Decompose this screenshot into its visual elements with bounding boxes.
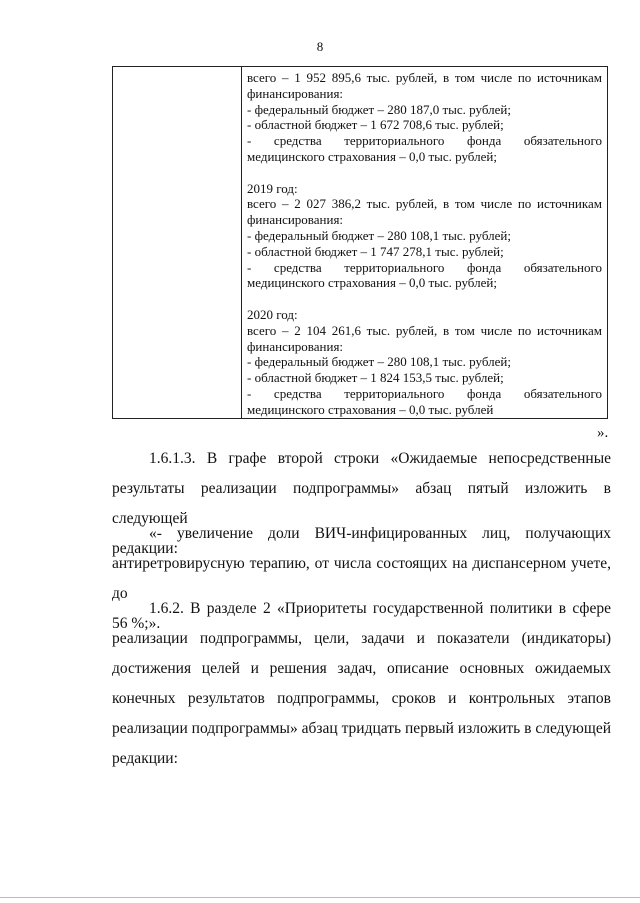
fund-2019-line-end: медицинского страхования – 0,0 тыс. рублей;	[247, 275, 497, 291]
paragraph-line: реализации подпрограммы, цели, задачи и показатели (индикаторы)	[112, 630, 611, 647]
table-cell-financing	[242, 67, 608, 419]
year-2020-heading: 2020 год:	[247, 306, 298, 322]
page-number: 8	[316, 39, 324, 54]
paragraph-162	[112, 594, 611, 774]
federal-2020-line: - федеральный бюджет – 280 108,1 тыс. рублей;	[247, 354, 511, 370]
paragraph-line: 1.6.2. В разделе 2 «Приоритеты государственной политики в сфере	[149, 600, 611, 617]
text-line: финансирования:	[247, 85, 344, 101]
year-2019-heading: 2019 год:	[247, 180, 298, 196]
paragraph-line: редакции:	[112, 540, 178, 557]
table-cell-left	[113, 67, 242, 419]
table-row	[113, 67, 608, 419]
fund-2019-line: - средства территориального фонда обязательного	[247, 259, 602, 275]
fund-2020-line: - средства территориального фонда обязательного	[247, 385, 602, 401]
paragraph-line: антиретровирусную терапию, от числа состоящих на диспансерном учете, до	[112, 555, 611, 602]
regional-2020-line: - областной бюджет – 1 824 153,5 тыс. рублей;	[247, 370, 504, 386]
federal-2019-line: - федеральный бюджет – 280 108,1 тыс. рублей;	[247, 227, 511, 243]
paragraph-line: 1.6.1.3. В графе второй строки «Ожидаемые непосредственные	[149, 450, 611, 467]
paragraph-line: 56 %;».	[112, 615, 161, 632]
fund-2020-line-end: медицинского страхования – 0,0 тыс. рублей	[247, 401, 494, 417]
regional-2019-line: - областной бюджет – 1 747 278,1 тыс. рублей;	[247, 243, 504, 259]
total-2018-line: всего – 1 952 895,6 тыс. рублей, в том числе по источникам	[247, 70, 602, 85]
fund-2018-line: - средства территориального фонда обязательного	[247, 133, 602, 149]
regional-2018-line: - областной бюджет – 1 672 708,6 тыс. рублей;	[247, 117, 504, 133]
paragraph-line: реализации подпрограммы» абзац тридцать первый изложить в следующей	[112, 720, 611, 737]
fund-2018-line-end: медицинского страхования – 0,0 тыс. рублей;	[247, 148, 497, 164]
federal-2018-line: - федеральный бюджет – 280 187,0 тыс. рублей;	[247, 101, 511, 117]
paragraph-line: результаты реализации подпрограммы» абзац пятый изложить в следующей	[112, 480, 611, 527]
text-line: финансирования:	[247, 338, 344, 354]
total-2019-line: всего – 2 027 386,2 тыс. рублей, в том числе по источникам	[247, 196, 602, 212]
paragraph-line: достижения целей и решения задач, описание основных ожидаемых	[112, 660, 611, 677]
financing-table	[112, 66, 608, 419]
paragraph-line: «- увеличение доли ВИЧ-инфицированных лиц, получающих	[149, 525, 611, 542]
closing-quote: ».	[597, 425, 609, 441]
text-line: финансирования:	[247, 212, 344, 228]
paragraph-line: конечных результатов подпрограммы, сроков и контрольных этапов	[112, 690, 611, 707]
total-2020-line: всего – 2 104 261,6 тыс. рублей, в том числе по источникам	[247, 322, 602, 338]
page-bottom-edge	[0, 897, 640, 898]
paragraph-line: редакции:	[112, 750, 178, 767]
